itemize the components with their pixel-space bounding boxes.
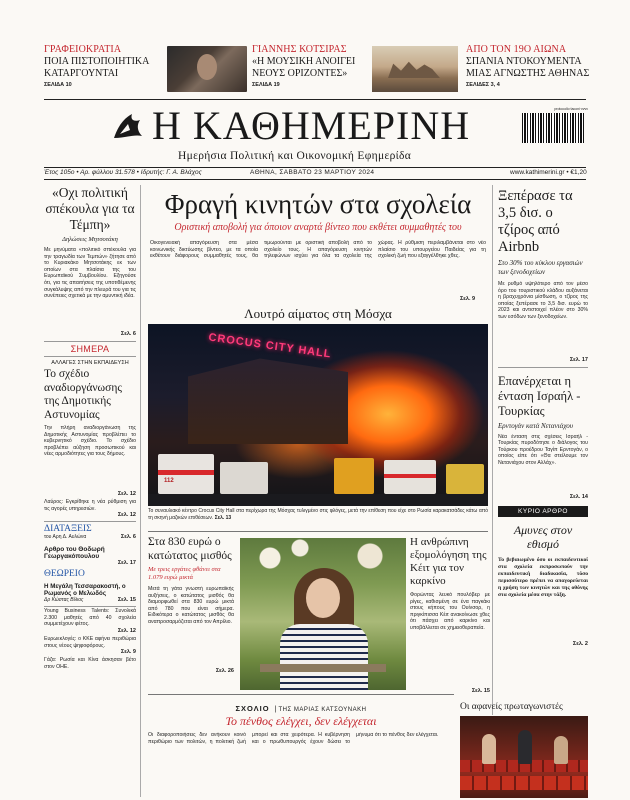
column-divider-left xyxy=(140,185,141,797)
kate-story xyxy=(410,536,490,694)
section-essay-meta xyxy=(44,597,136,603)
editorial-page: Σελ. 2 xyxy=(572,640,588,647)
dateline-left: Έτος 105ο • Αρ. φύλλου 31.578 • Ιδρυτής: Γ. Α. Βλάχος xyxy=(44,169,202,176)
person-3 xyxy=(554,736,568,764)
barcode-bars xyxy=(522,113,584,143)
editorial-label: ΚΥΡΙΟ ΑΡΘΡΟ xyxy=(518,507,568,515)
lead-body: Οικογενειακή απαγόρευση στα μέσα κοινωνικής δικτύωσης βίντεο, με τα οποία εκθέτουν διάφορους συμμαθητές τους, θα τιμωρούνται με οριστική αποβολή από το σχολείο τους. Η απαγόρευση κινητών τηλεφώνων ισχύει για όλα τα σχολεία της χώρας. Η ρύθμιση περιλαμβάνεται στο νέο πλαίσιο του υπουργείου Παιδείας για τη σχολική ζωή που εξαγγέλθηκε χθες. xyxy=(150,240,486,260)
story-body: Την πλήρη αναδιοργάνωση της Δημοτικής Αστυνομίας προβλέπει το κυβερνητικό σχέδιο. Το σχέδιο προβλέπει αύξηση προσωπικού και νέες αρμοδιότητες για τους δήμους. xyxy=(44,425,136,458)
airbnb-body: Με ρυθμό υψηλότερο από τον μέσο όρο του τουριστικού κλάδου αυξάνεται η βραχυχρόνια μίσθωση, ο τζίρος της οποίας ξεπέρασε το 3,5 δισ. ευρώ το 2023 και αντιστοιχεί πλέον στο 30% των εσόδων των ξενοδοχείων. xyxy=(498,281,588,320)
masthead-logo xyxy=(110,108,146,144)
left-column xyxy=(44,185,136,670)
kate-headline[interactable]: Η ανθρώπινη εξομολόγηση της Κέιτ για τον καρκίνο xyxy=(410,536,487,587)
wage-sub: Με τρεις εργάτες φθάνει στα 1.079 ευρώ μικτά xyxy=(148,566,221,581)
sections-rule xyxy=(44,521,136,522)
brief-3-page: Σελ. 9 xyxy=(120,649,136,656)
teaser-kicker: ΑΠΟ ΤΟΝ 19Ο ΑΙΩΝΑ xyxy=(466,44,567,55)
mid-rule xyxy=(148,531,488,532)
airbnb-page: Σελ. 17 xyxy=(569,357,588,363)
top-divider xyxy=(44,99,586,100)
teaser-page: ΣΕΛΙΔΕΣ 3, 4 xyxy=(466,82,500,88)
dateline-right: www.kathimerini.gr • €1,20 xyxy=(510,169,587,176)
wage-headline[interactable]: Στα 830 ευρώ ο κατώτατος μισθός xyxy=(148,536,232,562)
lead-page: Σελ. 9 xyxy=(460,296,476,302)
barcode-label: protocollo·laconi·vvvv xyxy=(554,107,588,111)
teaser-title: ΠΟΙΑ ΠΙΣΤΟΠΟΙΗΤΙΚΑ ΚΑΤΑΡΓΟΥΝΤΑΙ xyxy=(44,56,149,79)
brief-4[interactable]: Γάζα: Ρωσία και Κίνα άσκησαν βέτο στον ΟΗΕ. xyxy=(44,657,136,670)
bench xyxy=(260,664,386,672)
right-column xyxy=(498,188,588,647)
teaser-photo-3 xyxy=(372,46,458,92)
israel-body: Νέα ένταση στις σχέσεις Ισραήλ - Τουρκίας πυροδότησε ο διάλογος του Τούρκου προέδρου Ταγίπ Ερντογάν, ο οποίος είπε ότι «Θα στείλουμε τον Νετανιάχου στον Αλλάχ». xyxy=(498,433,588,466)
photo1-caption xyxy=(148,508,488,521)
kate-body: Φορώντας λευκό πουλόβερ με ρίγες, καθισμένη σε ένα παγκάκι στους κήπους του Ουίνσορ, η πριγκίπισσα Κέιτ ανακοίνωσε χθες ότι πάσχει από καρκίνο και υποβάλλεται σε χημειοθεραπεία. xyxy=(410,592,490,631)
dateline-rule-top xyxy=(44,167,586,168)
teaser-page: ΣΕΛΙΔΑ 10 xyxy=(44,82,72,88)
section-article[interactable]: Αρθρο του Θοδωρή Γεωργακόπουλου xyxy=(44,545,105,560)
emergency-vehicle-5 xyxy=(446,464,484,494)
brief-1[interactable]: Λαύρος: Εγκρίθηκε η νέα ρύθμιση για τις αγορές υπηρεσιών. xyxy=(44,499,136,512)
seat-row-2 xyxy=(460,776,588,790)
teaser-kicker: ΓΡΑΦΕΙΟΚΡΑΤΙΑ xyxy=(44,44,122,55)
masthead-title: Η ΚΑΘΗΜΕΡΙΝΗ xyxy=(152,103,471,148)
column-divider-right xyxy=(492,185,493,715)
bottom-right-headline[interactable]: Οι αφανείς πρωταγωνιστές xyxy=(460,702,563,712)
israel-rule xyxy=(498,367,588,368)
column-author: ΤΗΣ ΜΑΡΙΑΣ ΚΑΤΣΟΥΝΑΚΗ xyxy=(278,707,367,713)
column-byline xyxy=(148,696,454,715)
briefs-rule xyxy=(44,606,136,607)
teaser-kicker: ΓΙΑΝΝΗΣ ΚΟΤΣΙΡΑΣ xyxy=(252,44,347,55)
section-essay[interactable]: Η Μεγάλη Τεσσαρακοστή, ο Ρωμανός ο Μελωδός xyxy=(44,582,126,597)
editorial-label-bar xyxy=(498,506,588,517)
airbnb-headline[interactable]: Ξεπέρασε τα 3,5 δισ. ο τζίρος από Airbnb xyxy=(498,188,573,255)
quote-body: Με μηνύματα «πολιτικό σπέκουλα για την τραγωδία των Τεμπών» ζήτησε από το Κυριακάκο Μητσοτάκης εκ των οποίων στα πλαίσια της του Ευρωπαϊκού Συμβουλίου. Εξηγούσε ότι, για τις απαιτήσεις της υποτιθέμενης συγκάλυψης από την πλευρά του για τις συνέπειες σχετικά με την αμυντική ιδέα. xyxy=(44,247,136,300)
column-rule xyxy=(148,694,454,695)
emergency-vehicle-4 xyxy=(384,460,436,494)
teaser-3[interactable] xyxy=(466,44,591,88)
section-article-page: Σελ. 17 xyxy=(117,559,136,566)
face xyxy=(306,578,340,618)
striped-sweater xyxy=(280,624,368,690)
brief-3[interactable]: Ευρωεκλογές: ο ΚΚΕ αφήνει περιθώρια στους νέους ψηφοφόρους. xyxy=(44,635,136,649)
changes-label: ΑΛΛΑΓΕΣ ΣΤΗΝ ΕΚΠΑΙΔΕΥΣΗ xyxy=(51,360,129,366)
quote-sub: Δηλώσεις Μητσοτάκη xyxy=(62,236,118,243)
column-headline[interactable]: Το πένθος ελέγχει, δεν ελέγχεται xyxy=(225,714,377,728)
dateline-center: ΑΘΗΝΑ, ΣΑΒΒΑΤΟ 23 ΜΑΡΤΙΟΥ 2024 xyxy=(250,169,375,176)
ruins-shape xyxy=(388,60,440,78)
israel-page: Σελ. 14 xyxy=(569,493,588,500)
dateline-rule-bottom xyxy=(44,179,586,180)
emergency-vehicle-2 xyxy=(220,462,268,494)
section-page: Σελ. 6 xyxy=(120,533,136,540)
photo1-headline[interactable]: Λουτρό αίματος στη Μόσχα xyxy=(244,306,392,321)
story-headline[interactable]: Το σχέδιο αναδιοργάνωσης της Δημοτικής Αστυνομίας xyxy=(44,368,122,421)
person-2 xyxy=(518,730,532,764)
caption-page: Σελ. 13 xyxy=(214,514,232,521)
section-theoreio[interactable]: ΘΕΩΡΕΙΟ xyxy=(44,568,85,579)
section-page: Σελ. 15 xyxy=(117,596,136,603)
owl-emblem-icon xyxy=(110,108,146,144)
quote-page: Σελ. 6 xyxy=(120,331,136,337)
brief-2[interactable]: Young Business Talents: Συνολικά 2.300 μαθητές από 40 σχολεία συμμετέχουν φέτος. xyxy=(44,608,136,628)
section-diataxeis-meta xyxy=(44,534,136,540)
wage-page: Σελ. 26 xyxy=(215,668,234,674)
kate-page: Σελ. 15 xyxy=(471,688,490,694)
building-silhouette xyxy=(188,354,348,444)
ground xyxy=(148,494,488,506)
editorial-headline[interactable]: Αμυνες στον εθισμό xyxy=(513,522,573,551)
masthead-subtitle: Ημερήσια Πολιτική και Οικονομική Εφημερίδα xyxy=(178,150,412,162)
emergency-vehicle xyxy=(158,454,214,494)
vehicle-label: 112 xyxy=(164,478,174,484)
kate-photo xyxy=(240,538,406,690)
brief-1-page: Σελ. 12 xyxy=(117,512,136,519)
quote-headline[interactable]: «Οχι πολιτική σπέκουλα για τα Τέμπη» xyxy=(45,185,135,232)
teaser-1[interactable] xyxy=(44,44,159,88)
section-sub: Δρ Κώστας Βίλιος xyxy=(44,596,84,603)
teaser-2[interactable] xyxy=(252,44,362,88)
israel-sub: Ερντογάν κατά Νετανιάχου xyxy=(498,421,573,430)
today-heading: ΣΗΜΕΡΑ xyxy=(70,343,110,354)
today-rule-2 xyxy=(44,356,136,357)
lead-deck: Οριστική αποβολή για όποιον αναρτά βίντεο που εκθέτει συμμαθητές του xyxy=(174,222,462,233)
story-page: Σελ. 12 xyxy=(117,491,136,497)
barcode xyxy=(508,107,588,151)
person-1 xyxy=(482,734,496,764)
moscow-fire-photo xyxy=(148,324,488,506)
editorial-body: Το βεβαιωμένο όσο οι εκπαιδευτικοί στα σχολεία εκπροσωπούν την εκπαιδευτική διαδικασία, τόσο περισσότερο πρέπει να απαγορεύεται η χρήση των κινητών και της οθόνης στα σχολεία μέσα στην τάξη. xyxy=(498,556,588,598)
wage-body: Μετά τη γάτα γνωστή ευρωπαϊκής αυξήσεις, ο κατώτατος μισθός θα διαμορφωθεί στα 830 ευρώ μικτά από 780 που είναι σήμερα. Ειδικότερα ο κατώτατος μισθός θα αναπροσαρμόζεται από τον Απρίλιο. xyxy=(148,586,234,625)
wage-story xyxy=(148,536,234,674)
teaser-page: ΣΕΛΙΔΑ 19 xyxy=(252,82,280,88)
theater-photo xyxy=(460,716,588,798)
section-sub: του Αρη Δ. Αυλώνα xyxy=(44,533,87,540)
column-body: Οι διαφοροποιήσεις δεν ανήκουν κοινό περιθώριο των πολιτών, η πολιτική ζωή μπορεί και στα χειρότερα. Η κυβέρνηση και ο πρωθυπουργός έχουν δώσει το μήνυμα ότι το πένθος δεν ελέγχεται. xyxy=(148,732,439,745)
israel-headline[interactable]: Επανέρχεται η ένταση Ισραήλ - Τουρκίας xyxy=(498,373,581,418)
vehicle-stripe xyxy=(158,470,214,475)
teaser-title: «Η ΜΟΥΣΙΚΗ ΑΝΟΙΓΕΙ ΝΕΟΥΣ ΟΡΙΖΟΝΤΕΣ» xyxy=(252,56,356,79)
emergency-vehicle-3 xyxy=(334,458,374,494)
portrait-face xyxy=(197,54,217,80)
teaser-title: ΣΠΑΝΙΑ ΝΤΟΚΟΥΜΕΝΤΑ ΜΙΑΣ ΑΓΝΩΣΤΗΣ ΑΘΗΝΑΣ xyxy=(466,56,590,79)
vehicle-stripe xyxy=(384,474,436,478)
section-diataxeis[interactable]: ΔΙΑΤΑΞΕΙΣ xyxy=(44,523,92,534)
lead-headline[interactable]: Φραγή κινητών στα σχολεία xyxy=(164,189,472,219)
column-label: ΣΧΟΛΙΟ xyxy=(235,704,270,713)
venue-sign: CROCUS CITY HALL xyxy=(207,331,333,361)
column-sep: | xyxy=(274,706,279,713)
teaser-photo-1 xyxy=(167,46,247,92)
caption-text: Το συναυλιακό κέντρο Crocus City Hall στα περίχωρα της Μόσχας τυλιγμένο στις φλόγες, μετά την επίθεση που είχε στο Ρωσία καρακατσάδες κάτω από τη σκηνή μαζικών επιθέσεων. xyxy=(148,508,488,521)
brief-2-page: Σελ. 12 xyxy=(117,627,136,634)
airbnb-sub: Στο 30% του κύκλου εργασιών των ξενοδοχείων xyxy=(498,259,583,276)
